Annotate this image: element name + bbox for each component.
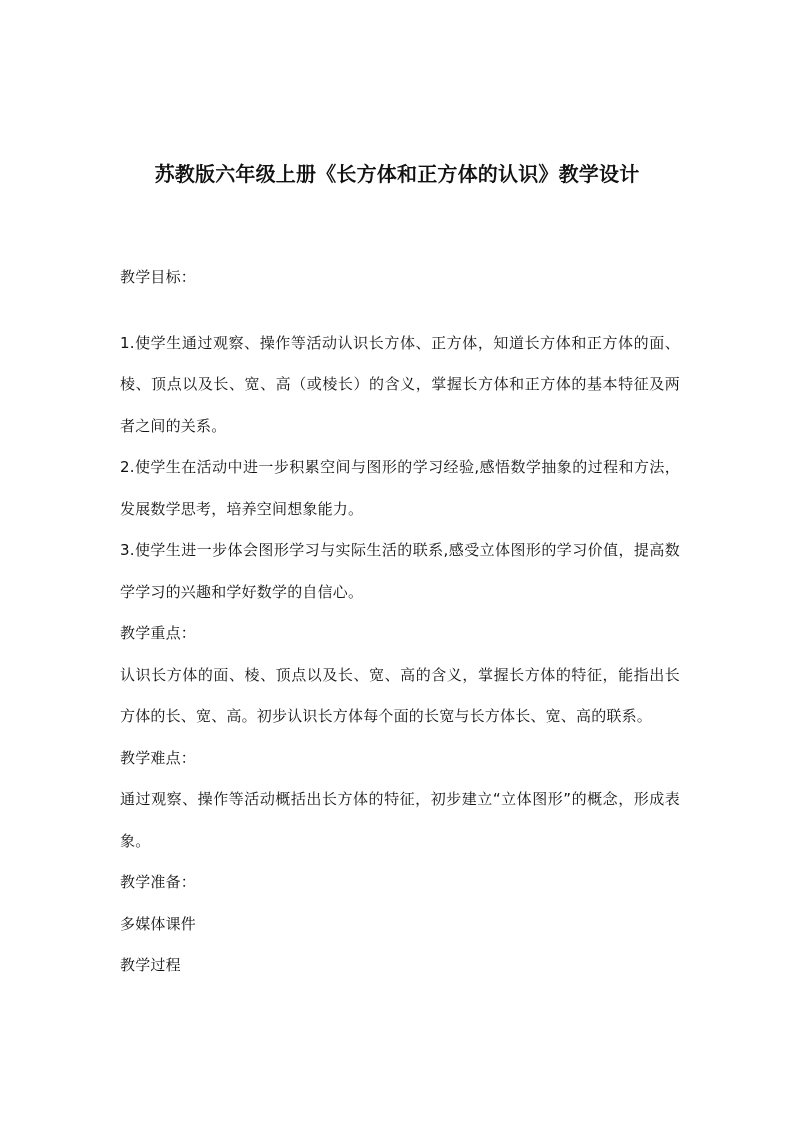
section-spacer — [120, 299, 680, 323]
objective-item-1: 1.使学生通过观察、操作等活动认识长方体、正方体，知道长方体和正方体的面、棱、顶点以及长、宽、高（或棱长）的含义，掌握长方体和正方体的基本特征及两者之间的关系。 — [120, 333, 680, 435]
objective-item-2: 2.使学生在活动中进一步积累空间与图形的学习经验,感悟数学抽象的过程和方法，发展数学思考，培养空间想象能力。 — [120, 458, 680, 518]
document-title: 苏教版六年级上册《长方体和正方体的认识》教学设计 — [154, 162, 640, 186]
preparation-text: 多媒体课件 — [120, 914, 197, 933]
key-points-heading: 教学重点： — [120, 624, 197, 642]
objectives-heading: 教学目标： — [120, 268, 197, 286]
process-heading: 教学过程 — [120, 956, 181, 974]
difficulties-text: 通过观察、操作等活动概括出长方体的特征，初步建立“立体图形”的概念，形成表象。 — [120, 790, 680, 850]
key-points-text: 认识长方体的面、棱、顶点以及长、宽、高的含义，掌握长方体的特征，能指出长方体的长、宽、高。初步认识长方体每个面的长宽与长方体长、宽、高的联系。 — [120, 665, 680, 725]
objective-item-3: 3.使学生进一步体会图形学习与实际生活的联系,感受立体图形的学习价值，提高数学学习的兴趣和学好数学的自信心。 — [120, 541, 680, 601]
preparation-heading: 教学准备： — [120, 873, 197, 891]
difficulties-heading: 教学难点： — [120, 748, 197, 767]
document-body — [120, 257, 680, 987]
